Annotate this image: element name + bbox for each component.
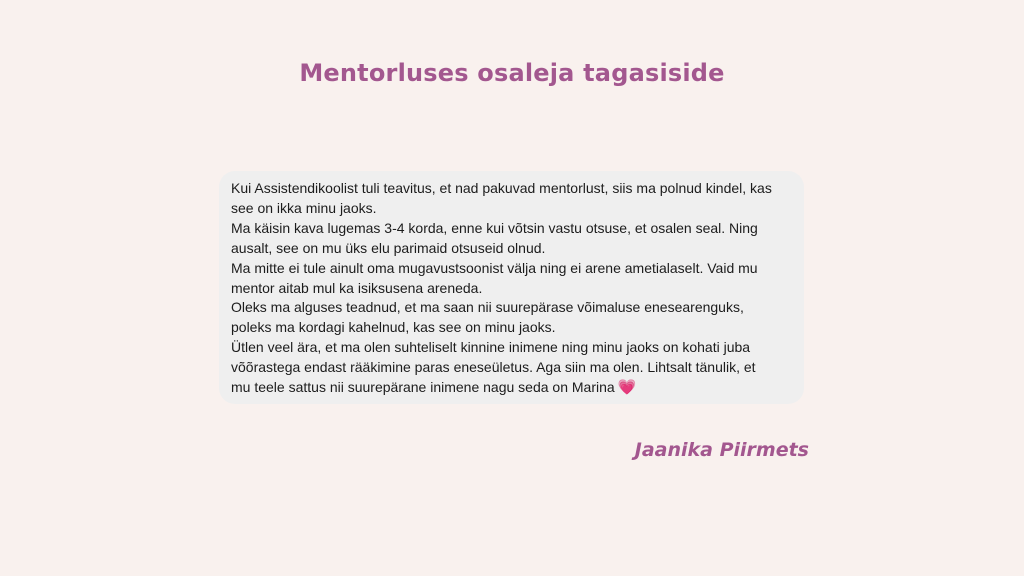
feedback-message-bubble — [219, 171, 804, 404]
feedback-line: Ma mitte ei tule ainult oma mugavustsoonist välja ning ei arene ametialaselt. Vaid mu — [231, 259, 758, 276]
feedback-line: Ütlen veel ära, et ma olen suhteliselt kinnine inimene ning minu jaoks on kohati juba — [231, 339, 751, 356]
feedback-line: Ma käisin kava lugemas 3-4 korda, enne kui võtsin vastu otsuse, et osalen seal. Ning — [231, 219, 758, 236]
feedback-line: võõrastega endast rääkimine paras eneseületus. Aga siin ma olen. Lihtsalt tänulik, et — [231, 359, 756, 376]
feedback-line: Kui Assistendikoolist tuli teavitus, et nad pakuvad mentorlust, siis ma polnud kindel, kas — [231, 180, 772, 196]
feedback-line: mentor aitab mul ka isiksusena areneda. — [231, 279, 483, 296]
feedback-line: Oleks ma alguses teadnud, et ma saan nii suurepärase võimaluse enesearenguks, — [231, 299, 744, 316]
feedback-line: poleks ma kordagi kahelnud, kas see on minu jaoks. — [231, 319, 556, 336]
feedback-line: mu teele sattus nii suurepärane inimene nagu seda on Marina — [231, 379, 615, 396]
feedback-line: see on ikka minu jaoks. — [231, 199, 377, 216]
feedback-text — [231, 179, 794, 398]
feedback-last-line — [231, 378, 794, 398]
pink-heart-icon: 💗 — [617, 378, 637, 397]
page-title: Mentorluses osaleja tagasiside — [299, 59, 725, 87]
feedback-line: ausalt, see on mu üks elu parimaid otsuseid olnud. — [231, 239, 546, 256]
author-name: Jaanika Piirmets — [634, 439, 809, 461]
